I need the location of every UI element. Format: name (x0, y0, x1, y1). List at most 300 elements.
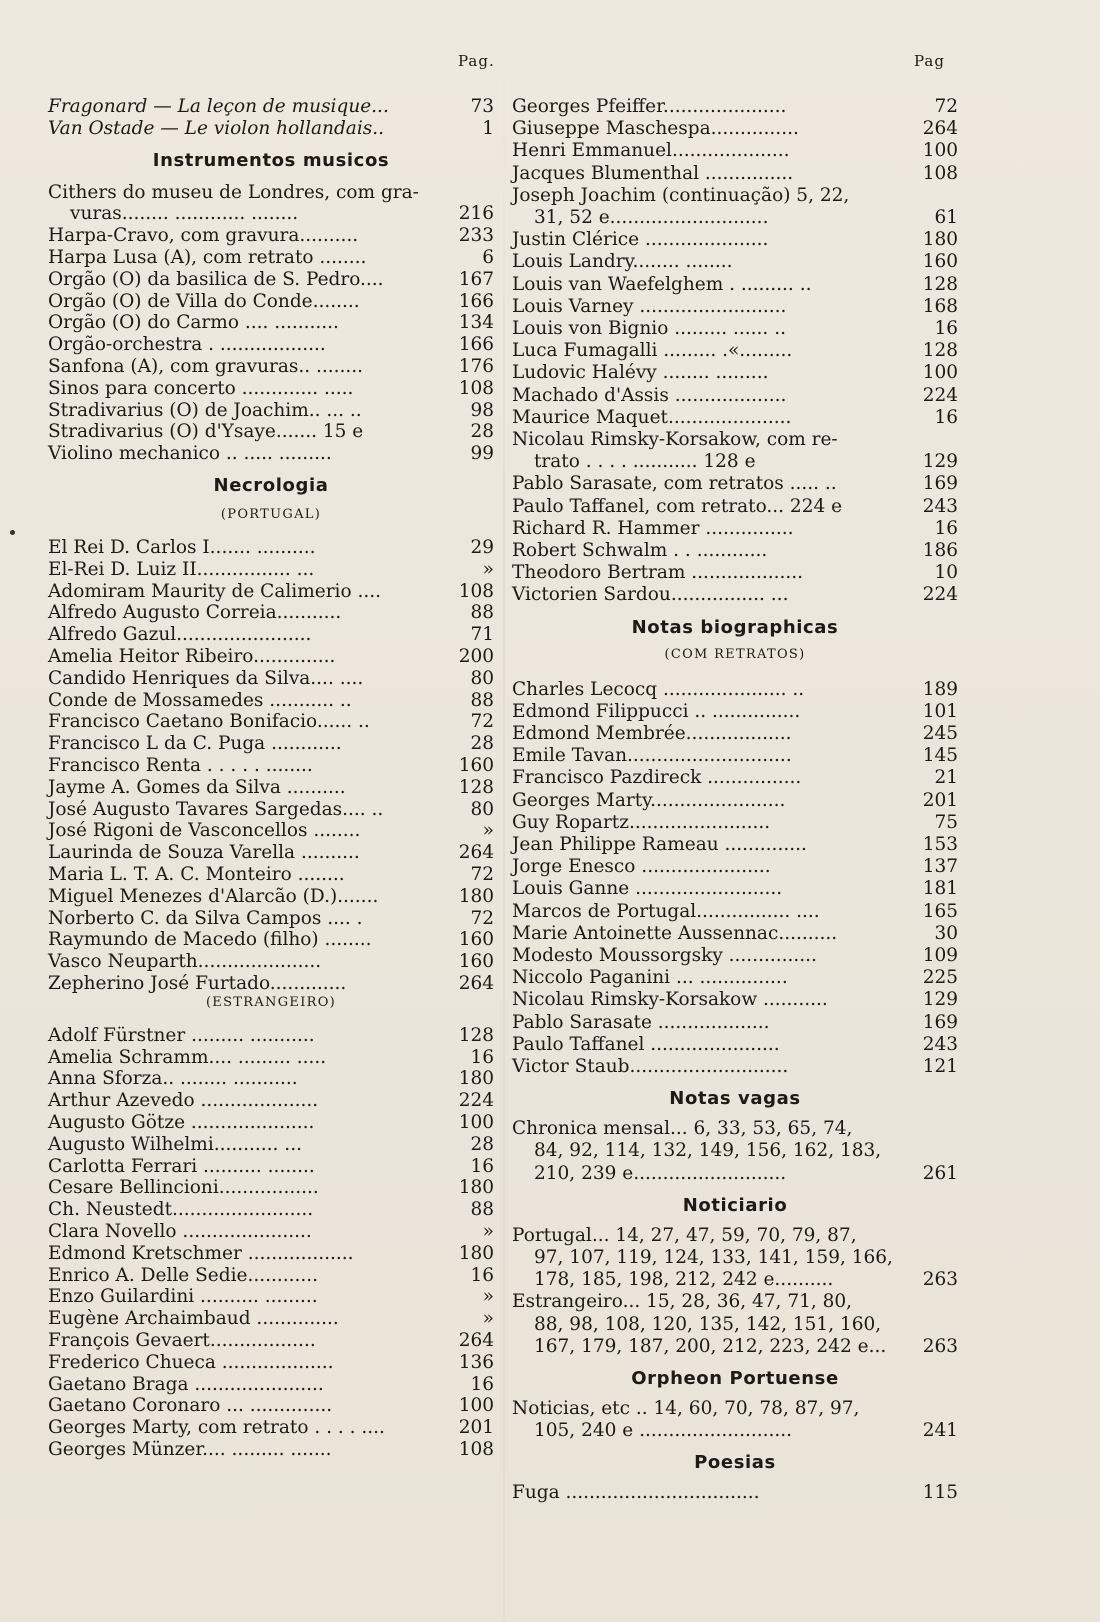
index-entry (48, 291, 494, 313)
entry-title: Norberto C. da Silva Campos .... . (48, 907, 363, 929)
entry-title: Jacques Blumenthal ............... (512, 162, 794, 184)
entry-page-number: 100 (922, 140, 958, 162)
index-entry (48, 1112, 494, 1134)
entry-page-number: 264 (458, 842, 494, 864)
index-entry (48, 929, 494, 951)
index-entry (512, 1034, 958, 1056)
index-entry (512, 1398, 958, 1420)
entry-page-number: 16 (470, 1046, 494, 1068)
entry-page-number: 168 (922, 295, 958, 317)
index-entry (48, 1352, 494, 1374)
entry-page-number: » (482, 558, 494, 580)
index-entry (48, 421, 494, 443)
index-entry (48, 777, 494, 799)
index-entry (48, 711, 494, 733)
entry-title: Raymundo de Macedo (filho) ........ (48, 929, 372, 951)
entry-title: Victor Staub........................... (512, 1056, 789, 1077)
entry-page-number: » (482, 1221, 494, 1242)
entry-page-number: 180 (458, 885, 494, 907)
entry-title: Arthur Azevedo .................... (48, 1090, 319, 1112)
index-entry (48, 755, 494, 777)
index-entry (512, 1012, 958, 1034)
entry-title: Stradivarius (O) d'Ysaye....... 15 e (48, 421, 364, 443)
section-heading: Necrologia (213, 475, 329, 496)
entry-title: Nicolau Rimsky-Korsakow ........... (512, 989, 828, 1011)
entry-page-number: 72 (470, 864, 494, 885)
entry-page-number: 101 (922, 700, 958, 722)
entry-title: Georges Marty....................... (512, 789, 786, 811)
entry-title: Augusto Wilhelmi........... ... (48, 1133, 302, 1155)
index-entry (48, 356, 494, 378)
index-entry (48, 581, 494, 603)
entry-title: Louis Varney ......................... (512, 295, 787, 317)
entry-page-number: 72 (470, 711, 494, 733)
entry-page-number: 180 (458, 1177, 494, 1199)
entry-title: vuras........ ............ ........ (70, 203, 299, 225)
entry-title: Giuseppe Maschespa............... (512, 118, 799, 140)
entry-title: 31, 52 e........................... (534, 207, 769, 228)
section-subheading: (PORTUGAL) (220, 507, 322, 522)
entry-page-number: 88 (470, 689, 494, 711)
section-heading: Noticiario (682, 1194, 788, 1216)
entry-title: Estrangeiro... 15, 28, 36, 47, 71, 80, (512, 1291, 853, 1313)
entry-title: Stradivarius (O) de Joachim.. ... .. (48, 399, 362, 421)
entry-title: 84, 92, 114, 132, 149, 156, 162, 183, (534, 1140, 882, 1162)
entry-page-number: 71 (470, 624, 494, 646)
entry-title: Noticias, etc .. 14, 60, 70, 78, 87, 97, (512, 1398, 860, 1419)
entry-title: Justin Clérice ..................... (512, 229, 769, 251)
entry-title: José Rigoni de Vasconcellos ........ (48, 820, 361, 842)
entry-page-number: » (482, 820, 494, 842)
index-entry (48, 400, 494, 422)
entry-title: Augusto Götze ..................... (48, 1112, 315, 1133)
entry-title: Cesare Bellincioni................. (48, 1177, 319, 1199)
index-entry (48, 842, 494, 864)
entry-page-number: 243 (922, 1033, 958, 1055)
entry-page-number: 80 (470, 667, 494, 689)
index-entry (48, 225, 494, 247)
entry-title: Vasco Neuparth..................... (48, 951, 322, 973)
entry-title: Zepherino José Furtado............. (48, 973, 347, 994)
entry-page-number: 137 (922, 856, 958, 878)
index-entry (512, 790, 958, 812)
entry-title: Niccolo Paganini ... ............... (512, 967, 788, 989)
entry-page-number: 99 (470, 443, 494, 465)
entry-title: Charles Lecocq ..................... .. (512, 678, 805, 700)
entry-title: Gaetano Braga ...................... (48, 1373, 324, 1395)
entry-title: Francisco Renta . . . . . ........ (48, 755, 313, 776)
entry-page-number: 245 (922, 723, 958, 744)
entry-page-number: 16 (470, 1373, 494, 1395)
entry-page-number: 30 (934, 922, 958, 944)
entry-page-number: 10 (934, 562, 958, 584)
index-entry (512, 1247, 958, 1269)
entry-title: François Gevaert.................. (48, 1330, 316, 1351)
entry-title: Jorge Enesco ...................... (512, 856, 771, 878)
entry-title: Sanfona (A), com gravuras.. ........ (48, 356, 364, 377)
entry-title: 178, 185, 198, 212, 242 e.......... (534, 1269, 834, 1291)
index-entry (48, 1199, 494, 1221)
entry-title: Alfredo Augusto Correia........... (48, 602, 342, 624)
entry-page-number: 263 (922, 1269, 958, 1291)
index-entry (512, 451, 958, 473)
index-entry (512, 1314, 958, 1336)
entry-page-number: 243 (922, 495, 958, 517)
entry-page-number: 169 (922, 473, 958, 495)
entry-page-number: 181 (922, 878, 958, 900)
index-entry (48, 864, 494, 886)
index-entry (512, 118, 958, 140)
index-entry (512, 340, 958, 362)
entry-title: Louis van Waefelghem . ......... .. (512, 273, 812, 295)
entry-title: Marie Antoinette Aussennac.......... (512, 922, 838, 944)
index-entry (48, 1265, 494, 1287)
entry-page-number: 75 (934, 811, 958, 833)
index-entry (512, 989, 958, 1011)
index-entry (512, 473, 958, 495)
entry-page-number: 88 (470, 1199, 494, 1221)
entry-page-number: 201 (922, 789, 958, 811)
entry-page-number: 108 (458, 377, 494, 399)
entry-page-number: 100 (922, 362, 958, 384)
entry-title: Amelia Heitor Ribeiro.............. (48, 646, 336, 667)
entry-page-number: 201 (458, 1417, 494, 1439)
entry-page-number: 180 (458, 1068, 494, 1090)
index-entry (48, 973, 494, 995)
entry-page-number: 109 (922, 945, 958, 966)
index-entry (48, 247, 494, 269)
index-entry (48, 886, 494, 908)
index-entry (512, 96, 958, 118)
entry-page-number: 28 (470, 421, 494, 443)
index-entry (512, 385, 958, 407)
index-entry (512, 562, 958, 584)
index-entry (48, 1134, 494, 1156)
index-entry (512, 584, 958, 606)
index-entry (512, 834, 958, 856)
entry-page-number: 169 (922, 1011, 958, 1033)
entry-title: Orgão (O) de Villa do Conde........ (48, 290, 360, 312)
index-entry (48, 908, 494, 930)
entry-title: 210, 239 e.......................... (534, 1162, 787, 1184)
entry-title: Edmond Filippucci .. ............... (512, 700, 801, 722)
index-entry (48, 799, 494, 821)
index-entry (512, 1420, 958, 1442)
entry-page-number: 145 (922, 745, 958, 767)
section-heading: Notas biographicas (631, 616, 839, 638)
entry-page-number: 264 (922, 118, 958, 140)
entry-page-number: 136 (458, 1351, 494, 1373)
entry-page-number: 180 (458, 1242, 494, 1264)
index-entry (48, 378, 494, 400)
section-heading: Poesias (694, 1452, 776, 1474)
index-entry (512, 251, 958, 273)
index-entry (512, 140, 958, 162)
entry-title: Jean Philippe Rameau .............. (512, 834, 807, 855)
index-entry (512, 1269, 958, 1291)
entry-title: Pablo Sarasate, com retratos ..... .. (512, 473, 837, 495)
entry-title: Portugal... 14, 27, 47, 59, 70, 79, 87, (512, 1224, 857, 1246)
index-entry (512, 318, 958, 340)
entry-page-number: 129 (922, 989, 958, 1011)
entry-title: Maurice Maquet..................... (512, 406, 792, 428)
entry-title: Marcos de Portugal................ .... (512, 900, 820, 922)
index-entry (512, 296, 958, 318)
entry-page-number: 28 (470, 1133, 494, 1155)
entry-title: Francisco Caetano Bonifacio...... .. (48, 711, 370, 733)
entry-page-number: 180 (922, 229, 958, 251)
entry-page-number: 233 (458, 225, 494, 247)
index-entry (512, 1336, 958, 1358)
entry-page-number: 167 (458, 268, 494, 290)
entry-title: 88, 98, 108, 120, 135, 142, 151, 160, (534, 1313, 882, 1335)
entry-page-number: 72 (934, 96, 958, 117)
entry-title: Adomiram Maurity de Calimerio .... (48, 580, 381, 602)
index-entry (48, 690, 494, 712)
entry-page-number: 153 (922, 834, 958, 855)
entry-page-number: 241 (922, 1420, 958, 1442)
entry-page-number: 129 (922, 451, 958, 473)
entry-title: Carlotta Ferrari .......... ........ (48, 1155, 315, 1177)
entry-title: Luca Fumagalli ......... .«......... (512, 340, 793, 362)
index-entry (512, 1140, 958, 1162)
index-entry (48, 1025, 494, 1047)
entry-title: Sinos para concerto ............. ..... (48, 377, 354, 399)
index-entry (512, 518, 958, 540)
entry-title: Orgão (O) da basilica de S. Pedro.... (48, 268, 384, 290)
index-entry (48, 1374, 494, 1396)
index-entry (512, 1225, 958, 1247)
entry-page-number: » (482, 1308, 494, 1330)
entry-title: Paulo Taffanel ...................... (512, 1033, 780, 1055)
index-entry (48, 733, 494, 755)
index-entry (512, 540, 958, 562)
entry-title: Edmond Kretschmer .................. (48, 1242, 354, 1264)
entry-title: Conde de Mossamedes ........... .. (48, 689, 352, 711)
entry-page-number: 261 (922, 1162, 958, 1184)
entry-title: Francisco L da C. Puga ............ (48, 733, 342, 755)
index-entry (512, 923, 958, 945)
entry-title: Jayme A. Gomes da Silva .......... (48, 776, 346, 798)
index-entry (48, 1395, 494, 1417)
entry-title: Louis Landry........ ........ (512, 251, 733, 273)
entry-title: Laurinda de Souza Varella .......... (48, 842, 360, 864)
index-entry (512, 1118, 958, 1140)
index-entry (512, 1056, 958, 1078)
index-entry (512, 362, 958, 384)
entry-title: Guy Ropartz........................ (512, 811, 771, 833)
pag-header-left: Pag. (458, 52, 495, 70)
section-heading: Orpheon Portuense (631, 1368, 839, 1389)
entry-title: Robert Schwalm . . ............ (512, 540, 768, 561)
entry-title: Violino mechanico .. ..... ......... (48, 443, 332, 465)
index-entry (48, 624, 494, 646)
index-entry (48, 1308, 494, 1330)
index-entry (48, 537, 494, 559)
entry-page-number: 128 (922, 340, 958, 362)
entry-title: Fuga ................................. (512, 1482, 760, 1504)
entry-page-number: 128 (922, 273, 958, 295)
index-entry (48, 334, 494, 356)
entry-page-number: 128 (458, 776, 494, 798)
page-crease (503, 0, 505, 1622)
entry-title: Chronica mensal... 6, 33, 53, 65, 74, (512, 1118, 853, 1140)
index-entry (48, 312, 494, 334)
entry-title: Amelia Schramm.... ......... ..... (48, 1046, 327, 1068)
index-entry (48, 118, 494, 140)
entry-title: trato . . . . ........... 128 e (534, 451, 756, 473)
index-entry (48, 1156, 494, 1178)
index-entry (48, 1286, 494, 1308)
index-entry (48, 1330, 494, 1352)
entry-title: Ch. Neustedt........................ (48, 1199, 314, 1221)
entry-page-number: 200 (458, 646, 494, 667)
entry-title: José Augusto Tavares Sargedas.... .. (48, 798, 384, 820)
entry-title: Orgão-orchestra . .................. (48, 334, 326, 356)
ink-dot (10, 530, 15, 535)
entry-title: Cithers do museu de Londres, com gra- (48, 181, 419, 203)
entry-page-number: 16 (934, 318, 958, 339)
entry-title: Fragonard — La leçon de musique... (48, 96, 389, 117)
index-entry (512, 1163, 958, 1185)
entry-title: Victorien Sardou................ ... (512, 584, 789, 606)
index-entry (48, 269, 494, 291)
index-entry (48, 203, 494, 225)
entry-page-number: 176 (458, 356, 494, 377)
entry-title: Van Ostade — Le violon hollandais.. (48, 117, 385, 139)
entry-title: Harpa-Cravo, com gravura.......... (48, 225, 359, 247)
entry-page-number: 108 (922, 162, 958, 184)
entry-page-number: 6 (482, 247, 494, 268)
index-entry (512, 229, 958, 251)
entry-title: Anna Sforza.. ........ ........... (48, 1068, 298, 1090)
entry-title: Frederico Chueca ................... (48, 1351, 334, 1373)
entry-title: Maria L. T. A. C. Monteiro ........ (48, 864, 345, 885)
entry-page-number: 224 (922, 584, 958, 606)
index-entry (512, 767, 958, 789)
entry-page-number: 16 (934, 517, 958, 539)
entry-page-number: 16 (470, 1155, 494, 1177)
entry-page-number: 98 (470, 399, 494, 421)
entry-page-number: 166 (458, 290, 494, 312)
entry-title: Louis Ganne ......................... (512, 878, 783, 900)
index-entry (48, 1177, 494, 1199)
index-entry (48, 602, 494, 624)
entry-page-number: 160 (458, 929, 494, 951)
entry-page-number: 225 (922, 967, 958, 989)
entry-page-number: 216 (458, 203, 494, 225)
entry-page-number: 108 (458, 580, 494, 602)
entry-title: Miguel Menezes d'Alarcão (D.)....... (48, 885, 379, 907)
index-entry (512, 207, 958, 229)
index-entry (48, 820, 494, 842)
index-entry (512, 407, 958, 429)
entry-page-number: 166 (458, 334, 494, 356)
entry-title: El-Rei D. Luiz II................ ... (48, 558, 315, 580)
entry-page-number: 16 (934, 406, 958, 428)
entry-title: Henri Emmanuel.................... (512, 140, 790, 162)
section-subheading: (ESTRANGEIRO) (205, 994, 337, 1010)
entry-title: Harpa Lusa (A), com retrato ........ (48, 247, 367, 268)
index-entry (512, 856, 958, 878)
entry-title: Theodoro Bertram ................... (512, 562, 804, 584)
index-entry (512, 723, 958, 745)
entry-title: Alfredo Gazul....................... (48, 624, 312, 646)
entry-page-number: 134 (458, 312, 494, 334)
entry-page-number: » (482, 1286, 494, 1308)
entry-title: El Rei D. Carlos I....... .......... (48, 537, 316, 558)
entry-page-number: 264 (458, 973, 494, 994)
index-entry (48, 1221, 494, 1243)
entry-title: Georges Marty, com retrato . . . . .... (48, 1417, 385, 1439)
entry-title: Georges Münzer.... ......... ....... (48, 1439, 332, 1460)
entry-page-number: 16 (470, 1264, 494, 1286)
index-entry (48, 559, 494, 581)
index-entry (48, 1417, 494, 1439)
entry-title: Clara Novello ...................... (48, 1221, 312, 1242)
entry-page-number: 88 (470, 602, 494, 624)
index-entry (512, 185, 958, 207)
index-entry (512, 274, 958, 296)
index-entry (512, 163, 958, 185)
entry-page-number: 21 (934, 767, 958, 789)
entry-page-number: 128 (458, 1024, 494, 1046)
index-entry (48, 1090, 494, 1112)
entry-page-number: 189 (922, 678, 958, 700)
entry-page-number: 160 (458, 951, 494, 973)
entry-page-number: 263 (922, 1335, 958, 1357)
entry-page-number: 264 (458, 1330, 494, 1351)
index-entry (512, 1291, 958, 1313)
index-entry (512, 878, 958, 900)
entry-title: 167, 179, 187, 200, 212, 223, 242 e... (534, 1335, 887, 1357)
entry-page-number: 186 (922, 540, 958, 561)
entry-title: Georges Pfeiffer..................... (512, 96, 787, 117)
entry-title: Joseph Joachim (continuação) 5, 22, (512, 184, 850, 206)
entry-title: Ludovic Halévy ........ ......... (512, 362, 769, 384)
index-entry (512, 679, 958, 701)
index-entry (48, 1068, 494, 1090)
index-entry (48, 443, 494, 465)
index-entry (48, 951, 494, 973)
entry-title: Machado d'Assis ................... (512, 384, 787, 406)
index-entry (512, 496, 958, 518)
index-entry (512, 701, 958, 723)
entry-page-number: 121 (922, 1056, 958, 1077)
entry-page-number: 72 (470, 907, 494, 929)
entry-title: Paulo Taffanel, com retrato... 224 e (512, 495, 843, 517)
index-entry (512, 967, 958, 989)
entry-page-number: 61 (934, 207, 958, 228)
entry-title: Francisco Pazdireck ................ (512, 767, 802, 789)
index-entry (512, 745, 958, 767)
section-heading: Instrumentos musicos (152, 149, 390, 171)
index-entry (48, 1047, 494, 1069)
index-entry (48, 96, 494, 118)
index-entry (48, 1243, 494, 1265)
pag-header-right: Pag (914, 52, 945, 70)
entry-page-number: 1 (482, 117, 494, 139)
index-entry (48, 668, 494, 690)
entry-title: Candido Henriques da Silva.... .... (48, 667, 364, 689)
entry-page-number: 115 (922, 1482, 958, 1504)
entry-page-number: 224 (458, 1090, 494, 1112)
entry-page-number: 28 (470, 733, 494, 755)
entry-page-number: 29 (470, 537, 494, 558)
entry-page-number: 100 (458, 1395, 494, 1417)
entry-title: Modesto Moussorgsky ............... (512, 945, 817, 966)
index-entry (48, 1439, 494, 1461)
